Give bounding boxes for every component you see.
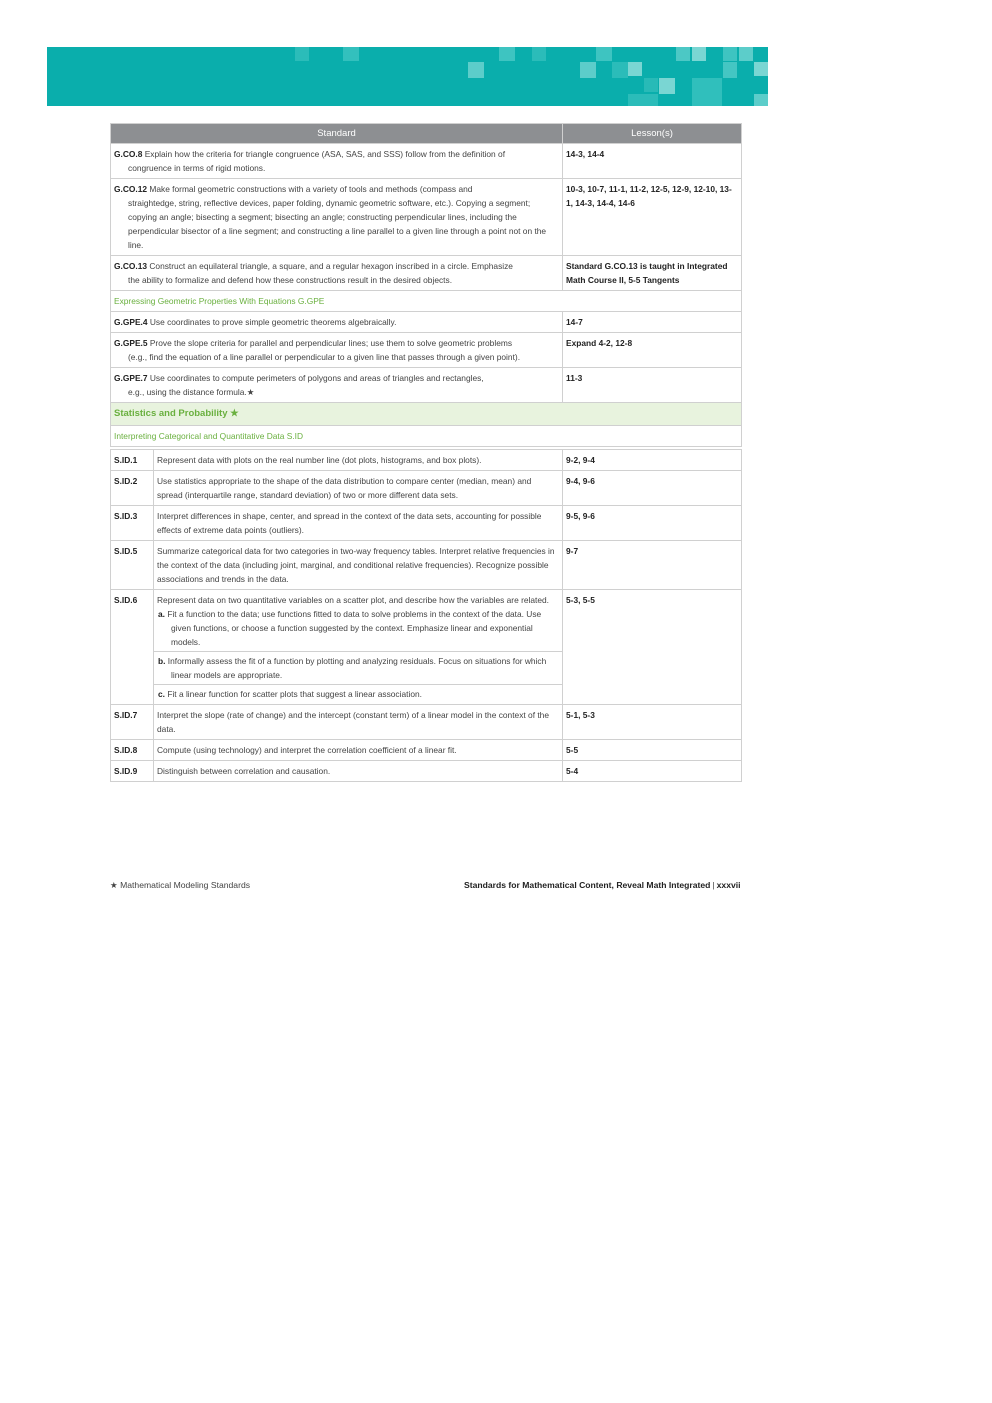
- standard-code: S.ID.2: [111, 471, 154, 506]
- banner-square: [723, 62, 737, 78]
- standard-code: G.GPE.7: [114, 373, 148, 383]
- banner-square: [580, 62, 596, 78]
- banner-square: [499, 47, 515, 61]
- domain-header-row: [111, 403, 742, 426]
- banner-square: [739, 47, 753, 61]
- table-row: [111, 471, 742, 506]
- standard-code: G.CO.8: [114, 149, 143, 159]
- domain-header: Statistics and Probability ★: [111, 403, 742, 426]
- banner-square: [532, 47, 546, 61]
- standard-description: Compute (using technology) and interpret the correlation coefficient of a linear fit.: [154, 740, 563, 761]
- table-row: [111, 144, 742, 179]
- standard-description-cont: the ability to formalize and defend how these constructions result in the desired objects.: [128, 275, 453, 285]
- banner-square: [612, 62, 628, 78]
- banner-square: [676, 47, 690, 61]
- table-row: [111, 740, 742, 761]
- lessons-cell: Expand 4-2, 12-8: [563, 333, 742, 368]
- table-row: [111, 506, 742, 541]
- cluster-header: Expressing Geometric Properties With Equations G.GPE: [111, 291, 742, 312]
- lessons-cell: 9-4, 9-6: [563, 471, 742, 506]
- standard-description: Make formal geometric constructions with a variety of tools and methods (compass and: [149, 184, 473, 194]
- standard-description: Distinguish between correlation and causation.: [154, 761, 563, 782]
- table-row: [111, 179, 742, 256]
- standard-code: S.ID.8: [111, 740, 154, 761]
- cluster-header-row: [111, 426, 742, 447]
- banner-square: [468, 62, 484, 78]
- table-row: [111, 312, 742, 333]
- banner-square: [295, 47, 309, 61]
- standard-part-c: c. Fit a linear function for scatter plots that suggest a linear association.: [158, 689, 422, 699]
- banner-square: [754, 62, 768, 76]
- table-row: [111, 333, 742, 368]
- standard-description-cont: straightedge, string, reflective devices, paper folding, dynamic geometric software, etc.). Copying a segment; copying an angle; bisecting a segment; bisecting an angle; constructing perpendicular lines, including the perpendicular bisector of a line segment; and constructing a line parallel to a given line through a point not on the line.: [128, 198, 547, 250]
- standard-description: Interpret the slope (rate of change) and the intercept (constant term) of a linear model in the context of the data.: [154, 705, 563, 740]
- standard-description-cont: (e.g., find the equation of a line parallel or perpendicular to a given line that passes through a given point).: [128, 352, 521, 362]
- standard-description: Summarize categorical data for two categories in two-way frequency tables. Interpret relative frequencies in the context of the data (including joint, marginal, and conditional relative frequencies). Recognize possible associations and trends in the data.: [154, 541, 563, 590]
- standard-code: S.ID.9: [111, 761, 154, 782]
- standard-code: G.GPE.5: [114, 338, 148, 348]
- lessons-cell: 14-3, 14-4: [563, 144, 742, 179]
- footer-note: ★ Mathematical Modeling Standards: [110, 880, 251, 890]
- table-header-row: [111, 124, 742, 144]
- standard-description: Use statistics appropriate to the shape of the data distribution to compare center (median, mean) and spread (interquartile range, standard deviation) of two or more different data sets.: [154, 471, 563, 506]
- table-row: [111, 761, 742, 782]
- standard-description: Explain how the criteria for triangle congruence (ASA, SAS, and SSS) follow from the definition of: [144, 149, 506, 159]
- banner-square: [692, 47, 706, 61]
- footer-separator: |: [712, 880, 715, 890]
- lessons-cell: 14-7: [563, 312, 742, 333]
- lessons-cell: 10-3, 10-7, 11-1, 11-2, 12-5, 12-9, 12-10, 13-1, 14-3, 14-4, 14-6: [563, 179, 742, 256]
- banner-square: [659, 78, 675, 94]
- page-number: xxxvii: [716, 880, 741, 890]
- standard-description-cont: e.g., using the distance formula.★: [128, 387, 255, 397]
- standard-description: Represent data with plots on the real number line (dot plots, histograms, and box plots).: [154, 450, 563, 471]
- banner-square: [692, 78, 722, 106]
- lessons-cell: 9-5, 9-6: [563, 506, 742, 541]
- lessons-cell: 5-3, 5-5: [563, 590, 742, 705]
- table-row: [111, 590, 742, 705]
- lessons-cell: 5-4: [563, 761, 742, 782]
- standards-table: [110, 123, 742, 447]
- lessons-cell: 5-1, 5-3: [563, 705, 742, 740]
- standard-description: Use coordinates to prove simple geometric theorems algebraically.: [149, 317, 397, 327]
- column-header-standard: Standard: [111, 124, 563, 144]
- banner-square: [343, 47, 359, 61]
- banner-square: [754, 94, 768, 106]
- standard-code: G.GPE.4: [114, 317, 148, 327]
- part-divider: [154, 684, 562, 685]
- banner-square: [596, 47, 612, 61]
- cluster-header: Interpreting Categorical and Quantitative Data S.ID: [111, 426, 742, 447]
- table-row: [111, 368, 742, 403]
- table-row: [111, 541, 742, 590]
- banner-square: [628, 94, 658, 106]
- standard-code: G.CO.12: [114, 184, 148, 194]
- standard-code: S.ID.7: [111, 705, 154, 740]
- standard-description: Use coordinates to compute perimeters of polygons and areas of triangles and rectangles,: [149, 373, 484, 383]
- cluster-header-row: [111, 291, 742, 312]
- part-divider: [154, 651, 562, 652]
- table-row: [111, 705, 742, 740]
- lessons-cell: 9-7: [563, 541, 742, 590]
- column-header-lessons: Lesson(s): [563, 124, 742, 144]
- standard-part-b: b. Informally assess the fit of a function by plotting and analyzing residuals. Focus on situations for which linear models are appropriate.: [158, 656, 547, 680]
- table-row: [111, 450, 742, 471]
- lessons-cell: 9-2, 9-4: [563, 450, 742, 471]
- standard-code: S.ID.5: [111, 541, 154, 590]
- lessons-cell: 5-5: [563, 740, 742, 761]
- standard-description: Represent data on two quantitative variables on a scatter plot, and describe how the variables are related.: [157, 595, 549, 605]
- standard-description: Interpret differences in shape, center, and spread in the context of the data sets, accounting for possible effects of extreme data points (outliers).: [154, 506, 563, 541]
- footer-book-title: Standards for Mathematical Content, Reveal Math Integrated: [464, 880, 711, 890]
- standard-part-a: a. Fit a function to the data; use functions fitted to data to solve problems in the context of the data. Use given functions, or choose a function suggested by the context. Emphasize linear and exponential models.: [158, 609, 542, 647]
- footer-title: [464, 880, 741, 890]
- banner-square: [723, 47, 737, 61]
- standard-description-cont: congruence in terms of rigid motions.: [128, 163, 266, 173]
- standard-code: S.ID.6: [111, 590, 154, 705]
- lessons-cell: 11-3: [563, 368, 742, 403]
- standard-code: S.ID.1: [111, 450, 154, 471]
- lessons-cell: Standard G.CO.13 is taught in Integrated Math Course II, 5-5 Tangents: [563, 256, 742, 291]
- table-row: [111, 256, 742, 291]
- banner-square: [644, 78, 658, 92]
- standard-description: Construct an equilateral triangle, a square, and a regular hexagon inscribed in a circle. Emphasize: [149, 261, 513, 271]
- standards-table-sid: [110, 449, 742, 782]
- standard-description: Prove the slope criteria for parallel and perpendicular lines; use them to solve geometric problems: [149, 338, 513, 348]
- standard-code: G.CO.13: [114, 261, 148, 271]
- standard-code: S.ID.3: [111, 506, 154, 541]
- banner-square: [628, 62, 642, 76]
- header-banner: [47, 47, 768, 106]
